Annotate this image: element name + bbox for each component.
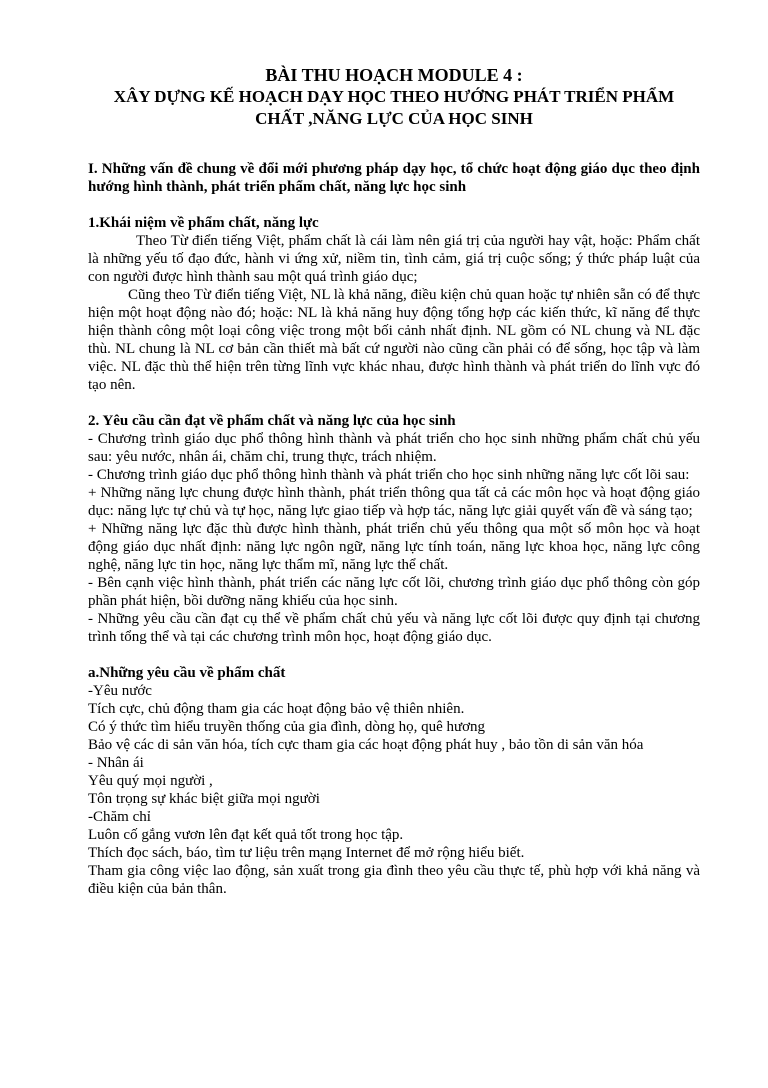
- list-item: - Chương trình giáo dục phổ thông hình thành và phát triển cho học sinh những năng lực cốt lõi sau:: [88, 467, 690, 483]
- paragraph: Cũng theo Từ điển tiếng Việt, NL là khả năng, điều kiện chủ quan hoặc tự nhiên sẵn có để thực hiện một hoạt động nào đó; hoặc: NL là khả năng huy động tổng hợp các kiến thức, kĩ năng để thực hiện thành công một loại công việc trong một bối cảnh nhất định. NL gồm có NL chung và NL đặc thù. NL chung là NL cơ bản cần thiết mà bất cứ người nào cũng cần phải có để sống, học tập và làm việc. NL đặc thù thể hiện trên từng lĩnh vực khác nhau, được hình thành và phát triển do lĩnh vực đó tạo nên.: [88, 287, 700, 393]
- title-line-1: BÀI THU HOẠCH MODULE 4 :: [265, 65, 523, 85]
- list-item: Bảo vệ các di sản văn hóa, tích cực tham gia các hoạt động phát huy , bảo tồn di sản văn hóa: [88, 737, 644, 753]
- section-1-heading: I. Những vấn đề chung về đổi mới phương pháp dạy học, tổ chức hoạt động giáo dục theo định hướng hình thành, phát triển phẩm chất, năng lực học sinh: [88, 161, 700, 195]
- list-item: -Yêu nước: [88, 683, 152, 699]
- spacer: [88, 646, 700, 664]
- spacer: [88, 196, 700, 214]
- document-body: [88, 160, 700, 898]
- list-item: Tham gia công việc lao động, sản xuất trong gia đình theo yêu cầu thực tế, phù hợp với khả năng và điều kiện của bản thân.: [88, 863, 700, 897]
- document-page: [0, 64, 768, 1088]
- list-item: + Những năng lực chung được hình thành, phát triển thông qua tất cả các môn học và hoạt động giáo dục: năng lực tự chủ và tự học, năng lực giao tiếp và hợp tác, năng lực giải quyết vấn đề và sáng tạo;: [88, 485, 700, 519]
- list-item: Yêu quý mọi người ,: [88, 773, 213, 789]
- list-item: Luôn cố gắng vươn lên đạt kết quả tốt trong học tập.: [88, 827, 404, 843]
- title-line-3: CHẤT ,NĂNG LỰC CỦA HỌC SINH: [255, 109, 533, 128]
- subsection-1-heading: 1.Khái niệm về phẩm chất, năng lực: [88, 215, 319, 231]
- list-item: Có ý thức tìm hiểu truyền thống của gia đình, dòng họ, quê hương: [88, 719, 486, 735]
- list-item: - Những yêu cầu cần đạt cụ thể về phẩm chất chủ yếu và năng lực cốt lõi được quy định tại chương trình tổng thể và tại các chương trình môn học, hoạt động giáo dục.: [88, 611, 700, 645]
- list-item: Tích cực, chủ động tham gia các hoạt động bảo vệ thiên nhiên.: [88, 701, 465, 717]
- list-item: - Nhân ái: [88, 755, 144, 771]
- subsection-2-heading: 2. Yêu cầu cần đạt về phẩm chất và năng lực của học sinh: [88, 413, 456, 429]
- document-title: [88, 64, 700, 130]
- title-line-2: XÂY DỰNG KẾ HOẠCH DẠY HỌC THEO HƯỚNG PHÁT TRIỂN PHẨM: [113, 87, 675, 106]
- spacer: [88, 394, 700, 412]
- list-item: - Bên cạnh việc hình thành, phát triển các năng lực cốt lõi, chương trình giáo dục phổ thông còn góp phần phát hiện, bồi dưỡng năng khiếu của học sinh.: [88, 575, 700, 609]
- list-item: + Những năng lực đặc thù được hình thành, phát triển chủ yếu thông qua một số môn học và hoạt động giáo dục nhất định: năng lực ngôn ngữ, năng lực tính toán, năng lực khoa học, năng lực công nghệ, năng lực tin học, năng lực thẩm mĩ, năng lực thể chất.: [88, 521, 700, 573]
- paragraph: Theo Từ điển tiếng Việt, phẩm chất là cái làm nên giá trị của người hay vật, hoặc: Phẩm chất là những yếu tố đạo đức, hành vi ứng xử, niềm tin, tình cảm, giá trị cuộc sống; ý thức pháp luật của con người được hình thành sau một quá trình giáo dục;: [88, 233, 700, 285]
- list-item: Thích đọc sách, báo, tìm tư liệu trên mạng Internet để mở rộng hiểu biết.: [88, 845, 525, 861]
- list-item: - Chương trình giáo dục phổ thông hình thành và phát triển cho học sinh những phẩm chất chủ yếu sau: yêu nước, nhân ái, chăm chỉ, trung thực, trách nhiệm.: [88, 431, 700, 465]
- subsection-a-heading: a.Những yêu cầu về phẩm chất: [88, 665, 286, 681]
- list-item: Tôn trọng sự khác biệt giữa mọi người: [88, 791, 320, 807]
- list-item: -Chăm chỉ: [88, 809, 151, 825]
